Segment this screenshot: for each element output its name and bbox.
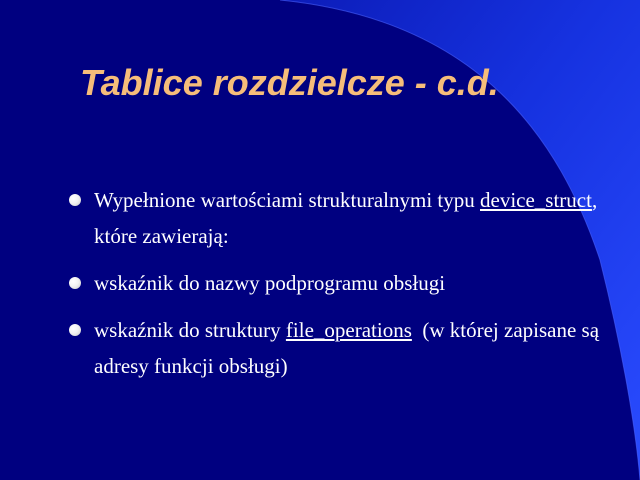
bullet-text-part: , które zawierają: (94, 188, 598, 248)
bullet-text-part: wskaźnik do struktury (94, 318, 286, 342)
bullet-text (94, 312, 608, 384)
bullet-text-part: Wypełnione wartościami strukturalnymi typu (94, 188, 480, 212)
bullet-text: wskaźnik do nazwy podprogramu obsługi (94, 271, 446, 295)
circle-bullet-icon (69, 277, 81, 289)
list-item (68, 182, 608, 254)
bullet-text (94, 182, 608, 254)
underlined-term: device_struct (480, 188, 592, 212)
page-title: Tablice rozdzielcze - c.d. (80, 62, 499, 103)
circle-bullet-icon (69, 324, 81, 336)
circle-bullet-icon (69, 194, 81, 206)
list-item (68, 265, 608, 301)
bullet-text-part: (w której zapisane są adresy funkcji obsługi) (94, 318, 605, 378)
underlined-term: file_operations (285, 318, 412, 342)
bullet-list (68, 182, 608, 395)
list-item (68, 312, 608, 384)
